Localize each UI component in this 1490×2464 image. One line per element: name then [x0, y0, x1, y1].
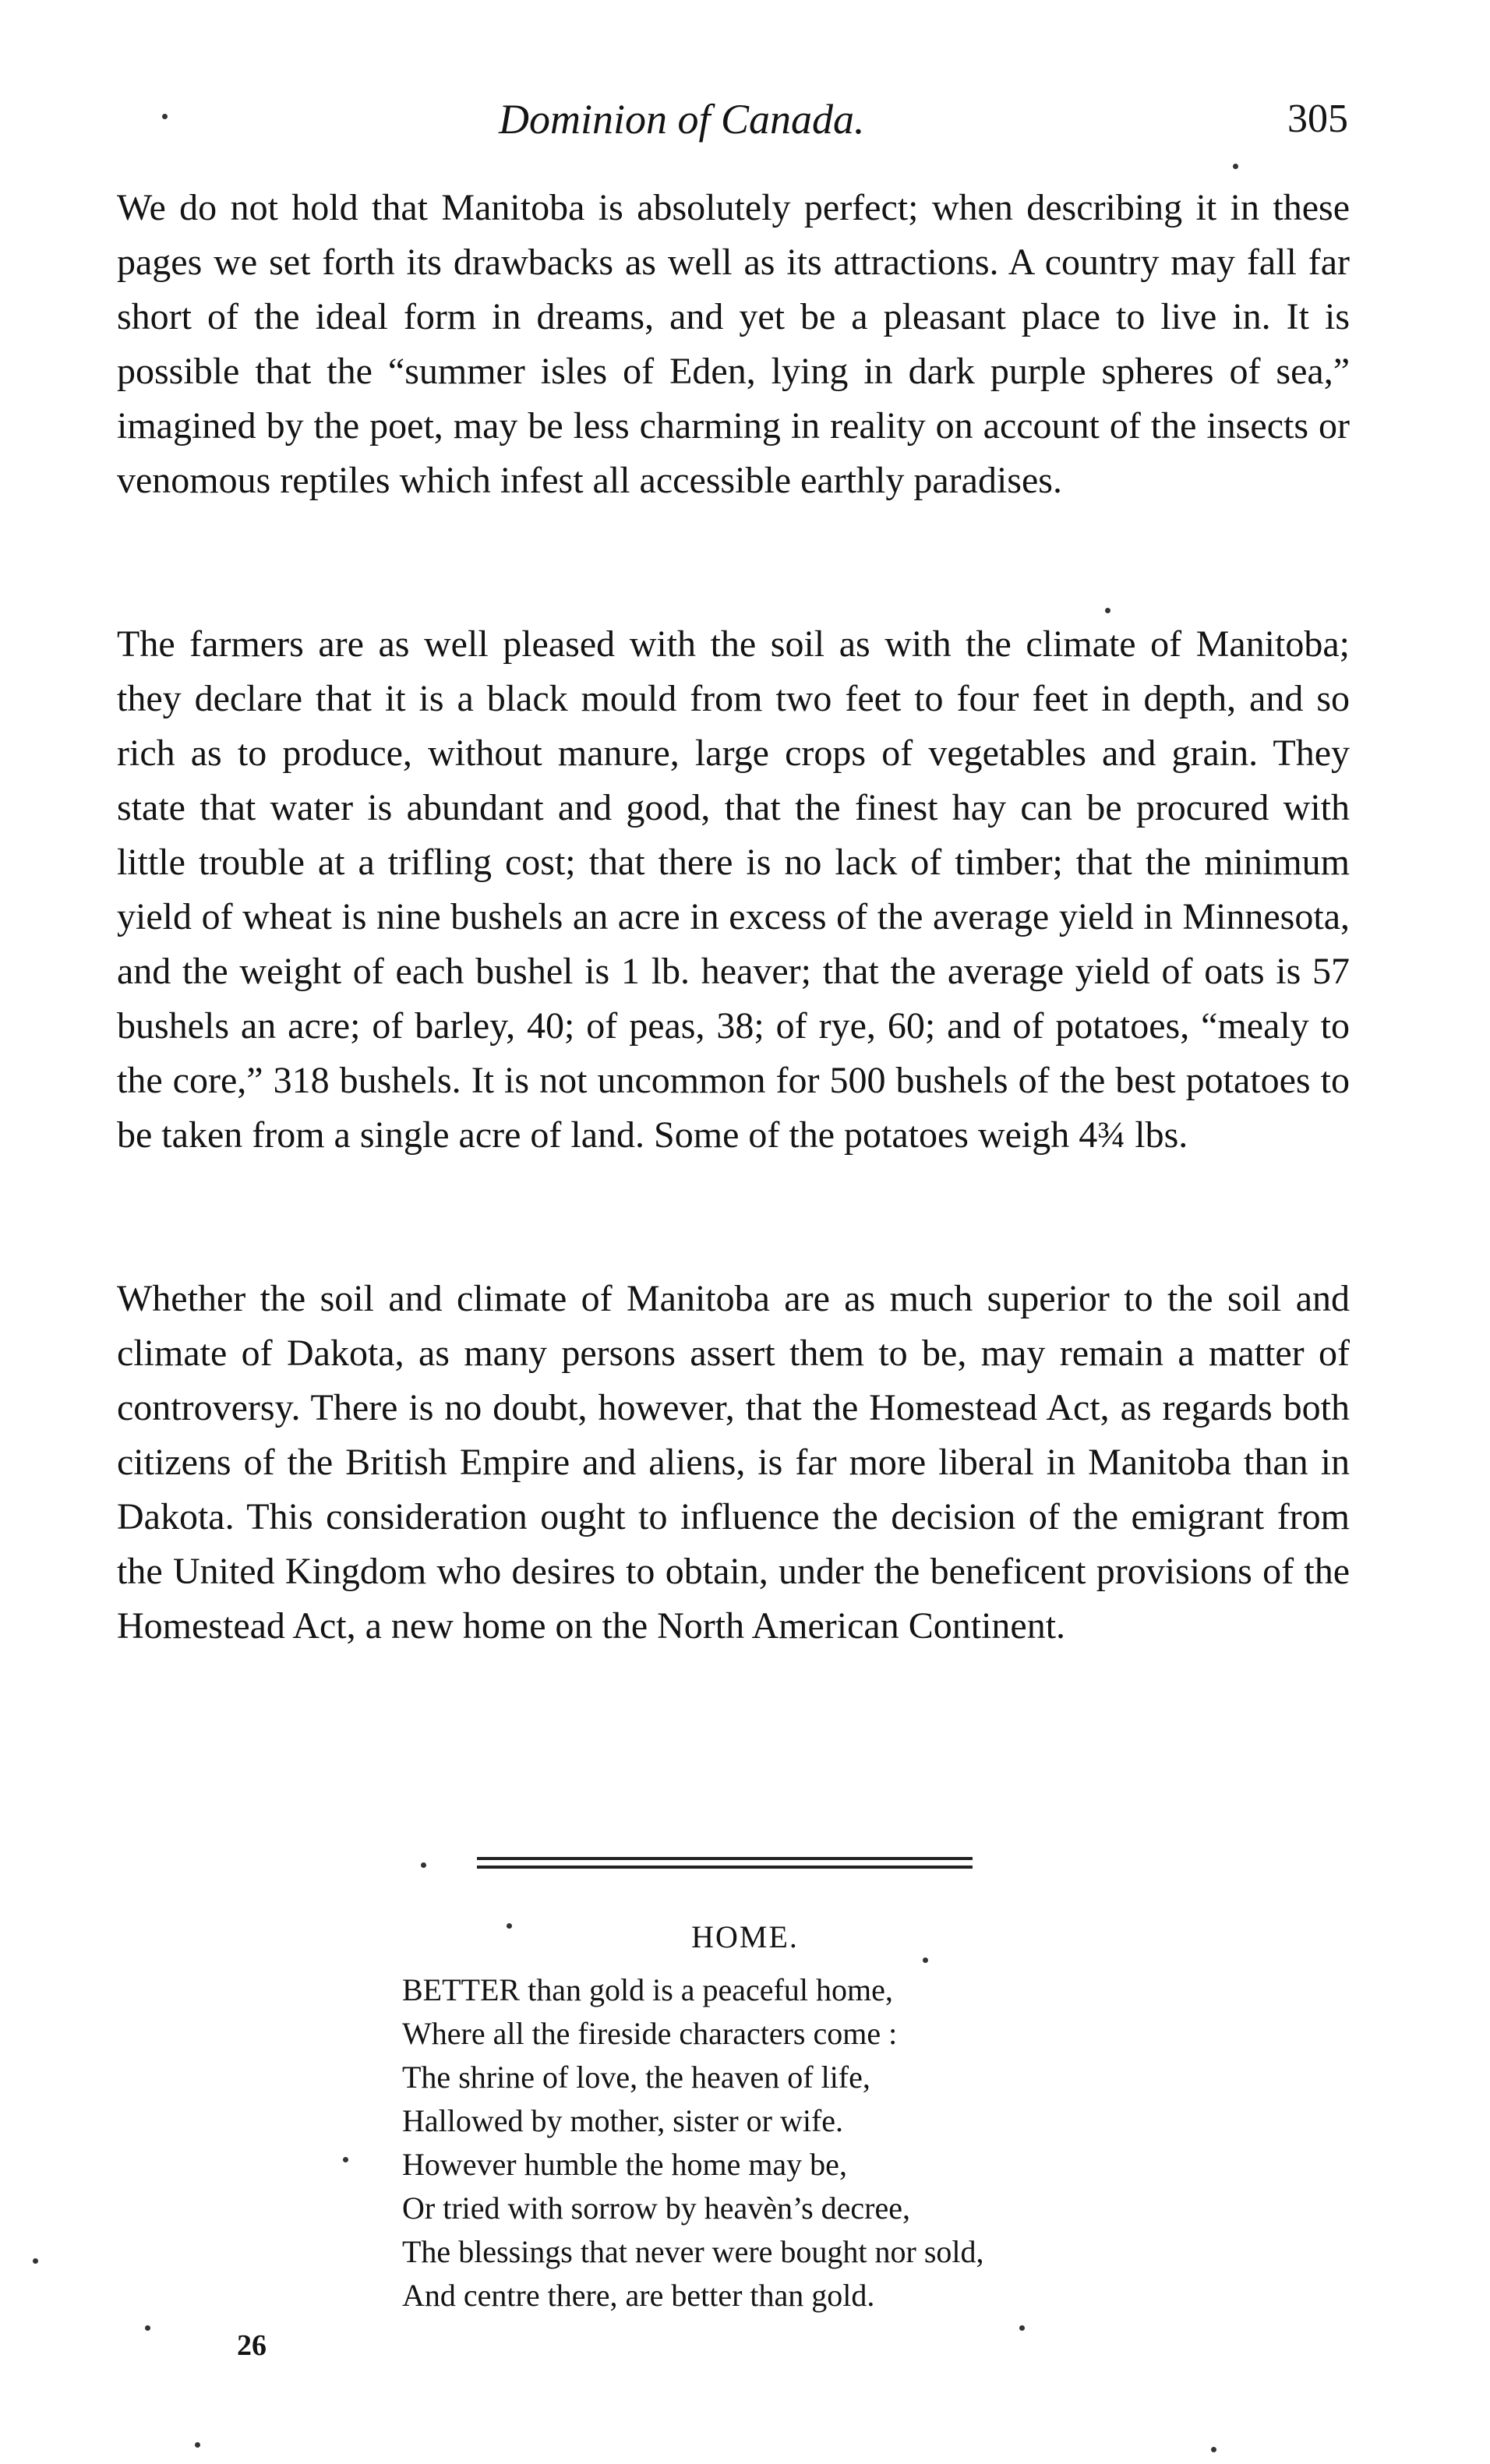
poem-title: HOME.	[691, 1919, 799, 1954]
poem-stanza	[402, 1968, 1337, 2318]
print-speck	[1211, 2447, 1216, 2452]
poem-line: Or tried with sorrow by heavèn’s decree,	[402, 2190, 910, 2226]
print-speck	[343, 2157, 348, 2162]
print-speck	[33, 2258, 38, 2264]
paragraph-manitoba-perfection: We do not hold that Manitoba is absolutely perfect; when describing it in these pages we set forth its drawbacks as well as its attractions. A country may fall far short of the ideal form in dreams, and yet be a pleasant place to live in. It is possible that the “summer isles of Eden, lying in dark purple spheres of sea,” imagined by the poet, may be less charming in reality on account of the insects or venomous reptiles which infest all accessible earthly paradises.	[117, 187, 1350, 501]
print-speck	[923, 1957, 928, 1963]
section-divider-rule	[477, 1866, 973, 1869]
signature-mark: 26	[237, 2329, 267, 2362]
paragraph-farmers-soil: The farmers are as well pleased with the soil as with the climate of Manitoba; they declare that it is a black mould from two feet to four feet in depth, and so rich as to produce, without manure, large crops of vegetables and grain. They state that water is abundant and good, that the finest hay can be procured with little trouble at a trifling cost; that there is no lack of timber; that the minimum yield of wheat is nine bushels an acre in excess of the average yield in Minnesota, and the weight of each bushel is 1 lb. heaver; that the average yield of oats is 57 bushels an acre; of barley, 40; of peas, 38; of rye, 60; and of potatoes, “mealy to the core,” 318 bushels. It is not uncommon for 500 bushels of the best potatoes to be taken from a single acre of land. Some of the potatoes weigh 4¾ lbs.	[117, 623, 1350, 1156]
running-title: Dominion of Canada.	[499, 96, 865, 143]
poem-line: Where all the fireside characters come :	[402, 2016, 898, 2051]
poem-line: The shrine of love, the heaven of life,	[402, 2060, 870, 2095]
print-speck	[1105, 608, 1110, 613]
page-number: 305	[1287, 97, 1348, 141]
print-speck	[145, 2325, 150, 2331]
print-speck	[162, 114, 168, 119]
print-speck	[421, 1862, 426, 1868]
section-divider-rule	[477, 1857, 973, 1860]
poem-line: However humble the home may be,	[402, 2147, 847, 2182]
poem-line: The blessings that never were bought nor sold,	[402, 2234, 984, 2269]
print-speck	[1019, 2325, 1025, 2331]
print-speck	[1233, 164, 1238, 169]
poem-line: BETTER than gold is a peaceful home,	[402, 1972, 893, 2007]
poem-line: Hallowed by mother, sister or wife.	[402, 2103, 844, 2138]
print-speck	[507, 1923, 512, 1929]
running-header	[0, 92, 1490, 146]
print-speck	[195, 2442, 200, 2448]
poem-line: And centre there, are better than gold.	[402, 2278, 875, 2313]
paragraph-homestead-act: Whether the soil and climate of Manitoba are as much superior to the soil and climate of Dakota, as many persons assert them to be, may remain a matter of controversy. There is no doubt, however, that the Homestead Act, as regards both citizens of the British Empire and aliens, is far more liberal in Manitoba than in Dakota. This consideration ought to influence the decision of the emigrant from the United Kingdom who desires to obtain, under the beneficent provisions of the Homestead Act, a new home on the North American Continent.	[117, 1278, 1350, 1647]
